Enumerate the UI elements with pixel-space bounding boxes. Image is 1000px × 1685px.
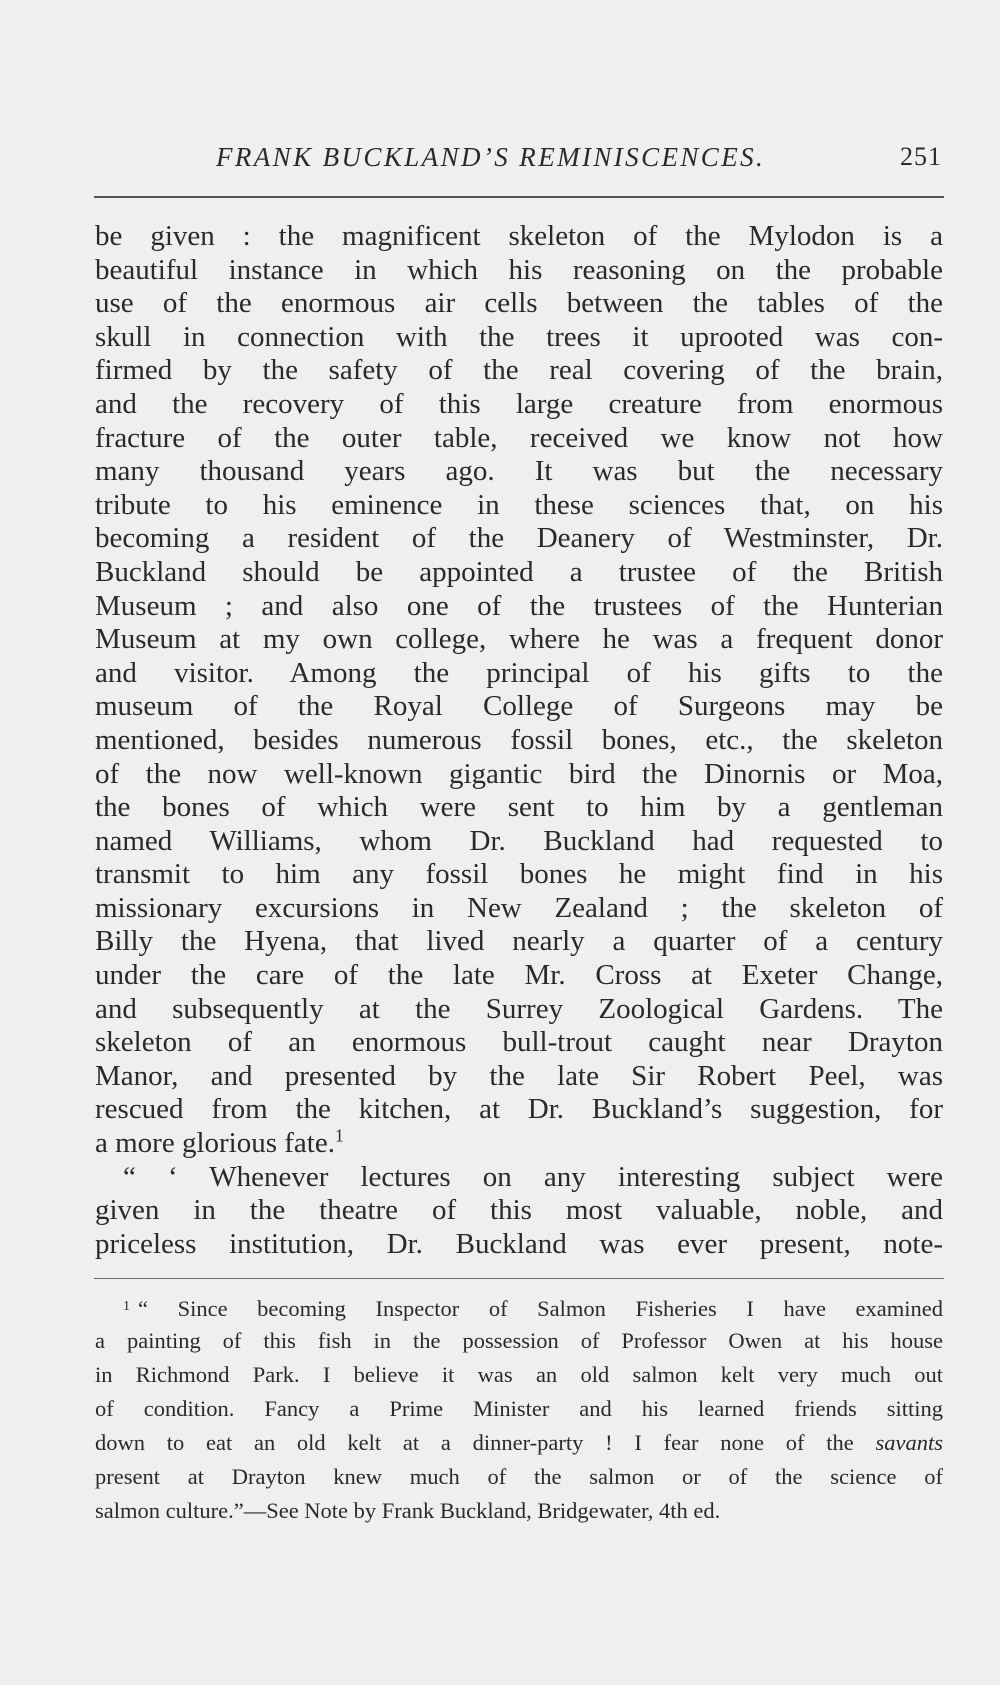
text-line: the bones of which were sent to him by a gentleman — [95, 791, 943, 824]
header-rule — [94, 196, 944, 198]
footnote-text: down to eat an old kelt at a dinner-party ! I fear none of the — [95, 1430, 854, 1455]
text-line: skull in connection with the trees it uprooted was con- — [95, 320, 943, 353]
text-line: be given : the magnificent skeleton of the Mylodon is a — [95, 220, 943, 252]
text-line: Museum ; and also one of the trustees of the Hunterian — [95, 589, 943, 622]
text-line: museum of the Royal College of Surgeons may be — [95, 690, 943, 723]
text-line: fracture of the outer table, received we know not how — [95, 421, 943, 454]
italic-term: savants — [875, 1430, 944, 1455]
footnote — [95, 1290, 943, 1528]
text-line: Museum at my own college, where he was a frequent donor — [95, 623, 943, 656]
text-line: firmed by the safety of the real covering of the brain, — [95, 354, 943, 387]
text-line: and subsequently at the Surrey Zoological Gardens. The — [95, 992, 943, 1025]
text-line: under the care of the late Mr. Cross at Exeter Change, — [95, 959, 943, 992]
main-text — [95, 220, 943, 1261]
text-line: and visitor. Among the principal of his gifts to the — [95, 656, 943, 689]
text-line-content: a more glorious fate. — [95, 1127, 335, 1160]
text-line: Buckland should be appointed a trustee of the British — [95, 555, 943, 588]
page-number: 251 — [900, 142, 942, 171]
footnote-rule — [94, 1278, 944, 1279]
footnote-line: present at Drayton knew much of the salmon or of the science of — [95, 1464, 943, 1489]
running-head — [96, 142, 944, 182]
text-line: Manor, and presented by the late Sir Robert Peel, was — [95, 1059, 943, 1092]
text-line: given in the theatre of this most valuable, noble, and — [95, 1194, 943, 1227]
running-title: FRANK BUCKLAND’S REMINISCENCES. — [216, 142, 766, 172]
footnote-reference: 1 — [334, 1125, 344, 1146]
text-line: and the recovery of this large creature from enormous — [95, 387, 943, 420]
text-line: transmit to him any fossil bones he might find in his — [95, 858, 943, 891]
paragraph-end-line — [95, 1127, 943, 1161]
text-line: Billy the Hyena, that lived nearly a quarter of a century — [95, 925, 943, 958]
footnote-text: “ Since becoming Inspector of Salmon Fisheries I have examined — [138, 1296, 943, 1321]
text-line: named Williams, whom Dr. Buckland had requested to — [95, 824, 943, 857]
text-line: skeleton of an enormous bull-trout caught near Drayton — [95, 1026, 943, 1059]
text-line: becoming a resident of the Deanery of Westminster, Dr. — [95, 522, 943, 555]
footnote-line: in Richmond Park. I believe it was an old salmon kelt very much out — [95, 1362, 943, 1387]
footnote-line: of condition. Fancy a Prime Minister and his learned friends sitting — [95, 1396, 943, 1421]
text-line: use of the enormous air cells between the tables of the — [95, 287, 943, 320]
footnote-line — [95, 1426, 943, 1460]
text-line: missionary excursions in New Zealand ; the skeleton of — [95, 891, 943, 924]
text-line: many thousand years ago. It was but the necessary — [95, 455, 943, 488]
text-line: beautiful instance in which his reasoning on the probable — [95, 253, 943, 286]
text-line: tribute to his eminence in these sciences that, on his — [95, 488, 943, 521]
text-line: priceless institution, Dr. Buckland was ever present, note- — [95, 1227, 943, 1260]
text-line: rescued from the kitchen, at Dr. Buckland’s suggestion, for — [95, 1093, 943, 1126]
footnote-line — [95, 1290, 943, 1324]
footnote-line: salmon culture.”—See Note by Frank Buckland, Bridgewater, 4th ed. — [95, 1498, 721, 1523]
footnote-marker: 1 — [123, 1299, 130, 1314]
text-line: mentioned, besides numerous fossil bones, etc., the skeleton — [95, 723, 943, 756]
text-line: “ ‘ Whenever lectures on any interesting subject were — [123, 1160, 943, 1193]
text-line: of the now well-known gigantic bird the Dinornis or Moa, — [95, 757, 943, 790]
footnote-line: a painting of this fish in the possession of Professor Owen at his house — [95, 1328, 943, 1353]
